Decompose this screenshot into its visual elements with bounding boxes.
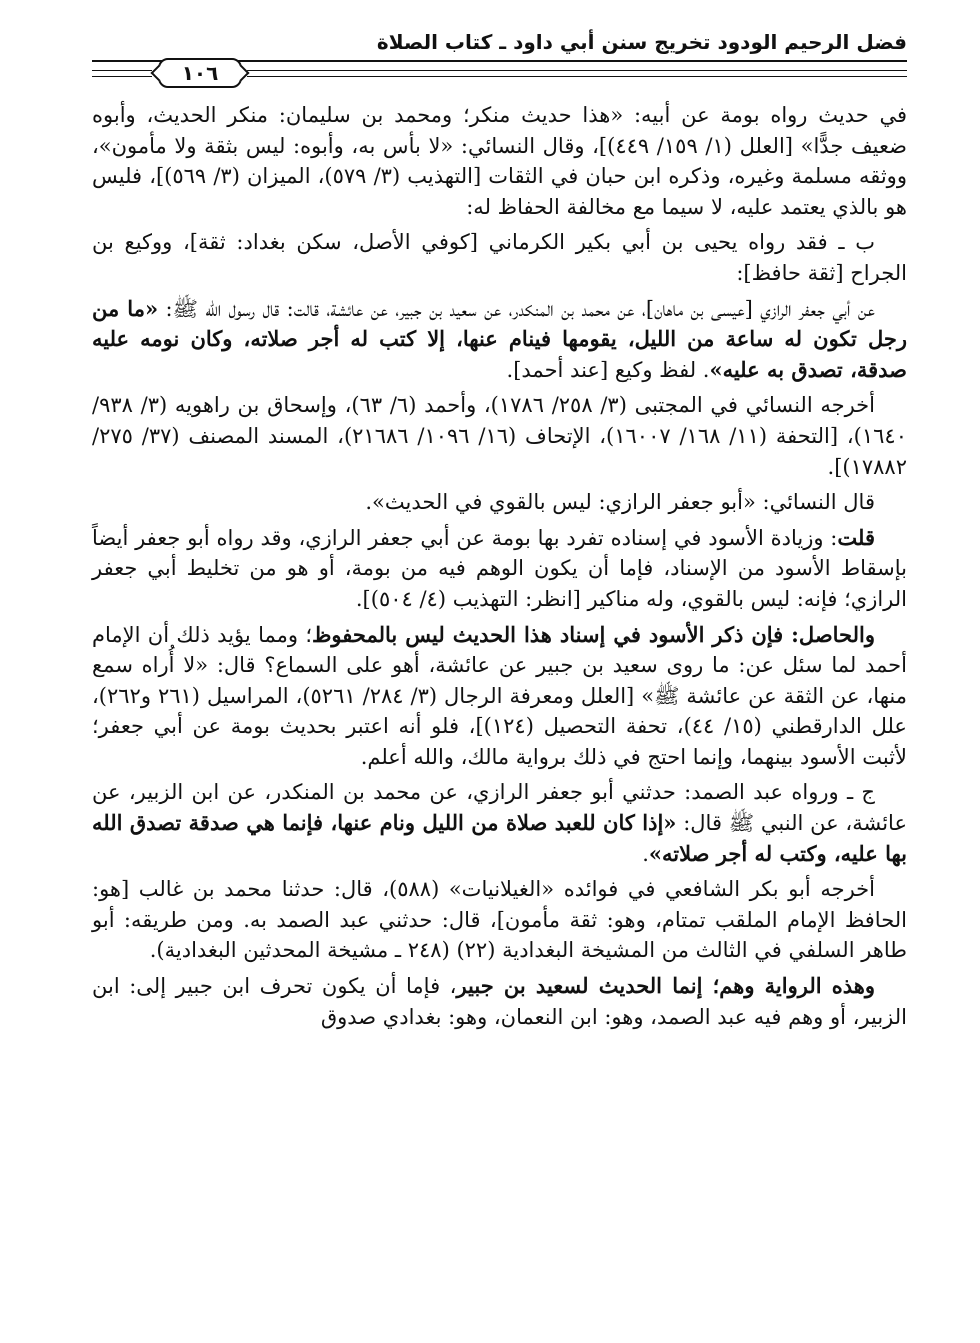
text-run: ، فإما أن يكون تحرف ابن جبير إلى: ابن الزبير، أو وهم فيه عبد الصمد، وهو: ابن النعمان، وهو: بغدادي صدوق [92,974,907,1029]
text-run: ب ـ فقد رواه يحيى بن أبي بكير الكرماني [كوفي الأصل، سكن بغداد: ثقة]، ووكيع بن الجراح [ثقة حافظ]: [92,230,907,285]
bold-text: قلت [837,524,875,550]
text-run: ؛ ومما يؤيد ذلك أن الإمام أحمد لما سئل عن: ما روى سعيد بن جبير عن عائشة، أهو على السماع؟ قال: «لا أُراه سمع منها، عن الثقة عن عائشة ﷺ» [العلل ومعرفة الرجال (٣/ ٢٨٤/ ٥٢٦١)، المراسيل (٢٦١ و٢٦٢)، علل الدارقطني (١٥/ ٤٤)، تحفة التحصيل (١٢٤)]، فلو أنه اعتبر بحديث بومة عن أبي جعفر؛ لأثبت الأسود بينهما، وإنما احتج في ذلك برواية مالك، والله أعلم. [92,622,907,769]
ornament-rule-right [247,70,907,77]
bold-text: «إذا كان للعبد صلاة من الليل ونام عنها، فإنما هي صدقة تصدق الله بها عليه، وكتب له أجر صلاته» [92,810,907,866]
paragraph [92,390,907,482]
bold-text: والحاصل: فإن ذكر الأسود في إسناد هذا الحديث ليس بالمحفوظ [312,621,875,647]
text-run: . [642,841,649,866]
text-run: في حديث رواه بومة عن أبيه: «هذا حديث منكر؛ ومحمد بن سليمان: منكر الحديث، وأبوه ضعيف جدًّا» [العلل (١/ ١٥٩/ ٤٤٩)]، وقال النسائي: «لا بأس به، وأبوه: ليس بثقة ولا مأمون»، ووثقه مسلمة وغيره، وذكره ابن حبان في الثقات [التهذيب (٣/ ٥٧٩)، الميزان (٣/ ٥٦٩)]، فليس هو بالذي يعتمد عليه، لا سيما مع مخالفة الحفاظ له: [92,103,907,219]
bold-text: «ما من رجل تكون له ساعة من الليل، يقومها فينام عنها، إلا كتب له أجر صلاته، وكان نومه عليه صدقة، تصدق به عليه» [92,295,907,382]
paragraph [92,100,907,222]
paragraph [92,971,907,1032]
text-run: عن أبي جعفر الرازي [عيسى بن ماهان]، عن محمد بن المنكدر، عن سعيد بن جبير، عن عائشة، قالت: قال رسول الله ﷺ: [158,296,875,321]
text-run: أخرجه أبو بكر الشافعي في فوائده «الغيلانيات» (٥٨٨)، قال: حدثنا محمد بن غالب [هو: الحافظ الإمام الملقب تمتام، وهو: ثقة مأمون]، قال: حدثني عبد الصمد به. ومن طريقه: أبو طاهر السلفي في الثالث من المشيخة البغدادية (٢٢) (٢٤٨ ـ مشيخة المحدثين البغدادية). [92,877,907,963]
page-number-band [92,62,907,84]
paragraph [92,487,907,518]
text-run: : وزيادة الأسود في إسناده تفرد بها بومة عن أبي جعفر الرازي، وقد رواه أبو جعفر أيضاً بإسقاط الأسود من الإسناد، فإما أن يكون الوهم فيه من بومة، أو هو من تخليط أبي جعفر الرازي؛ فإنه: ليس بالقوي، وله مناكير [انظر: التهذيب (٤/ ٥٠٤)]. [92,525,907,611]
main-text [92,100,907,1032]
paragraph [92,777,907,869]
book-page [92,0,907,1343]
paragraph [92,620,907,773]
bold-text: وهذه الرواية وهم؛ إنما الحديث لسعيد بن جبير [456,973,876,999]
paragraph [92,874,907,966]
text-run: ج ـ ورواه عبد الصمد: حدثني أبو جعفر الرازي، عن محمد بن المنكدر، عن ابن الزبير، عن عائشة، عن النبي ﷺ قال: [92,780,907,836]
paragraph [92,523,907,615]
text-run: قال النسائي: «أبو جعفر الرازي: ليس بالقوي في الحديث». [365,490,875,515]
running-header: فضل الرحيم الودود تخريج سنن أبي داود ـ كتاب الصلاة [376,30,907,54]
page-number: ١٠٦ [158,58,242,88]
paragraph [92,227,907,288]
text-run: أخرجه النسائي في المجتبى (٣/ ٢٥٨/ ١٧٨٦)، وأحمد (٦/ ٦٣)، وإسحاق بن راهويه (٣/ ٩٣٨/ ١٦٤٠)، [التحفة (١١/ ١٦٨/ ١٦٠٠٧)، الإتحاف (١٦/ ١٠٩٦/ ٢١٦٨٦)، المسند المصنف (٣٧/ ٢٧٥/ ١٧٨٨٢)]. [92,393,907,479]
text-run: . لفظ وكيع [عند أحمد]. [506,357,710,382]
ornament-rule-left [92,70,152,77]
paragraph [92,294,907,386]
